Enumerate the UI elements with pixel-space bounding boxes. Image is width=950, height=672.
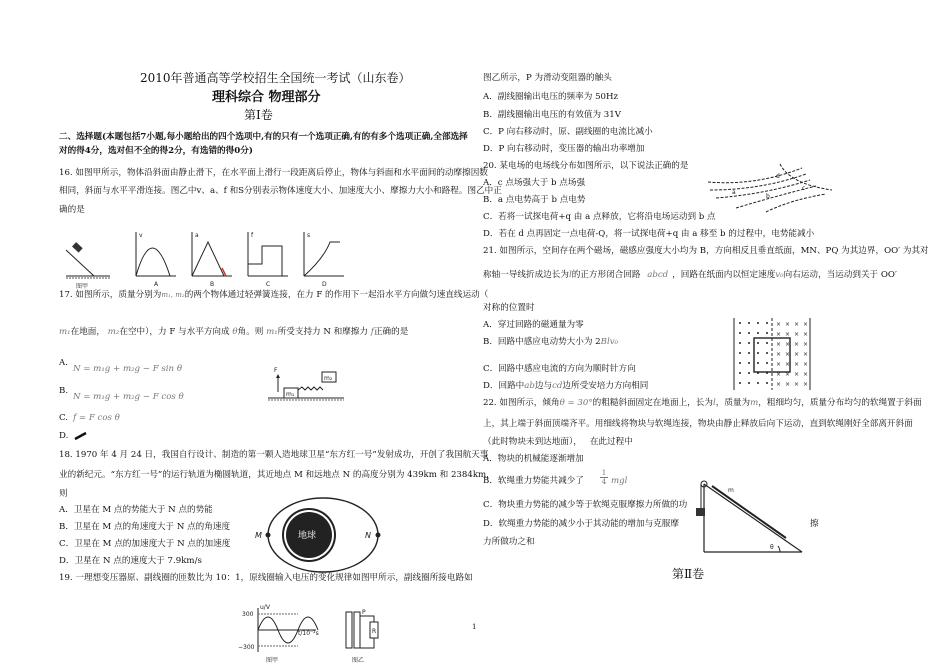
q21-option-b: B．回路中感应电动势大小为 2Blv₀ bbox=[483, 337, 619, 347]
field-dot bbox=[757, 322, 759, 324]
field-dot bbox=[748, 372, 750, 374]
q18-fig-M: M bbox=[255, 531, 262, 540]
q21-line1: 21. 如图所示，空间存在两个磁场，磁感应强度大小均为 B，方向相反且垂直纸面，MN、PQ 为其边界，OO′ 为其对 bbox=[483, 246, 929, 256]
exam-title: 2010年普通高等学校招生全国统一考试（山东卷） bbox=[140, 71, 411, 85]
q16-axis-f: f bbox=[251, 232, 254, 239]
field-cross: × bbox=[803, 381, 809, 388]
q17-option-a-label: A. bbox=[59, 358, 68, 368]
q18-line3: 则 bbox=[59, 489, 68, 499]
q21-magnetic-figure bbox=[714, 318, 824, 390]
q21-line3: 对称的位置时 bbox=[483, 303, 535, 313]
q17-option-b-formula: N = m₁g + m₂g − F cos θ bbox=[73, 392, 184, 402]
q19-fig-P: P bbox=[362, 609, 366, 616]
q21-option-d: D．回路中ab边与cd边所受安培力方向相同 bbox=[483, 381, 649, 391]
q22-option-d-line1: D．软绳重力势能的减少小于其动能的增加与克服摩 bbox=[483, 519, 679, 529]
volume-1-heading: 第Ⅰ卷 bbox=[244, 108, 273, 122]
q20-point-c: c bbox=[802, 185, 806, 192]
q19-fig-R: R bbox=[372, 628, 377, 635]
q19-figures bbox=[238, 604, 398, 666]
field-dot bbox=[748, 362, 750, 364]
field-cross: × bbox=[794, 321, 800, 328]
q19-continued: 图乙所示，P 为滑动变阻器的触头 bbox=[483, 73, 612, 83]
q17-m1m2: m₁, m₂ bbox=[161, 291, 185, 299]
q16-fig-jia-label: 图甲 bbox=[76, 283, 89, 290]
q18-line2: 业的新纪元。“东方红一号”的运行轨道为椭圆轨道，其近地点 M 和远地点 N 的高度分别为 439km 和 2384km， bbox=[59, 470, 495, 480]
field-dot bbox=[766, 362, 768, 364]
q21-line2: 称轴一导线折成边长为l的正方形闭合回路 abcd ，回路在纸面内以恒定速度v₀向右运动，当运动到关于 OO′ bbox=[483, 270, 897, 280]
field-cross: × bbox=[794, 331, 800, 338]
field-dot bbox=[766, 322, 768, 324]
field-dot bbox=[748, 352, 750, 354]
q22-fig-m: m bbox=[728, 487, 734, 494]
q17-option-d-mark bbox=[74, 432, 88, 440]
q18-option-a: A．卫星在 M 点的势能大于 N 点的势能 bbox=[59, 505, 213, 515]
field-cross: × bbox=[776, 361, 782, 368]
q17-option-a-formula: N = m₁g + m₂g − F sin θ bbox=[73, 364, 182, 374]
q22-incline-figure bbox=[690, 476, 806, 556]
q22-line2: 上，其上端于斜面顶端齐平。用细线将物块与软绳连接，物块由静止释放后向下运动，直到软绳刚好全部离开斜面 bbox=[483, 419, 913, 429]
field-dot bbox=[766, 352, 768, 354]
q16-axis-v: v bbox=[139, 232, 143, 239]
q17-line2: m₁在地面， m₂在空中），力 F 与水平方向成 θ角。则 m₁所受支持力 N 和摩擦力 f正确的是 bbox=[59, 327, 409, 337]
field-dot bbox=[739, 382, 741, 384]
field-cross: × bbox=[776, 341, 782, 348]
q20-point-a: a bbox=[732, 189, 736, 196]
q19-fig-yi bbox=[346, 609, 378, 664]
q22-option-d-line2: 力所做功之和 bbox=[483, 537, 535, 547]
q16-line3: 确的是 bbox=[59, 205, 85, 215]
field-dot bbox=[748, 382, 750, 384]
q18-option-b: B．卫星在 M 点的角速度大于 N 点的角速度 bbox=[59, 522, 231, 532]
field-cross: × bbox=[785, 371, 791, 378]
field-cross: × bbox=[785, 321, 791, 328]
q18-fig-earth: 地球 bbox=[298, 531, 317, 541]
field-cross: × bbox=[785, 331, 791, 338]
q22-option-b: B．软绳重力势能共减少了 bbox=[483, 476, 584, 486]
page-number: 1 bbox=[472, 623, 477, 631]
q20-option-a: A．c 点场强大于 b 点场强 bbox=[483, 178, 586, 188]
field-dot bbox=[757, 332, 759, 334]
field-dot bbox=[766, 382, 768, 384]
q19-fig-m300: −300 bbox=[238, 644, 255, 651]
q17-option-d-label: D. bbox=[59, 431, 69, 441]
q19-fig-300: 300 bbox=[242, 611, 254, 618]
q19-fig-jia bbox=[238, 604, 319, 664]
field-cross: × bbox=[776, 351, 782, 358]
q22-mgl: mgl bbox=[611, 476, 628, 486]
q19-option-c: C．P 向右移动时，原、副线圈的电流比减小 bbox=[483, 127, 653, 137]
q17-figure bbox=[266, 358, 346, 404]
q22-line1: 22. 如图所示，倾角θ = 30°的粗糙斜面固定在地面上，长为l，质量为m，粗细均匀，质量分布均匀的软绳置于斜面 bbox=[483, 398, 922, 408]
field-cross: × bbox=[785, 341, 791, 348]
field-cross: × bbox=[803, 371, 809, 378]
q18-option-d: D．卫星在 N 点的速度大于 7.9km/s bbox=[59, 556, 202, 566]
section-header: 二、选择题(本题包括7小题,每小题给出的四个选项中,有的只有一个选项正确,有的有多个选项正确,全部选择对的得4分，选对但不全的得2分，有选错的得0分) bbox=[59, 132, 468, 156]
field-dot bbox=[739, 362, 741, 364]
q16-label-c: C bbox=[266, 281, 271, 288]
q22-option-a: A．物块的机械能逐渐增加 bbox=[483, 454, 584, 464]
field-dot bbox=[748, 332, 750, 334]
field-cross: × bbox=[785, 381, 791, 388]
q22-line3: （此时物块未到达地面）， 在此过程中 bbox=[483, 437, 633, 447]
q19-option-a: A．副线圈输出电压的频率为 50Hz bbox=[483, 92, 619, 102]
field-cross: × bbox=[776, 321, 782, 328]
q16-line1: 16. 如图甲所示，物体沿斜面由静止滑下，在水平面上滑行一段距离后停止，物体与斜面和水平面间的动摩擦因数 bbox=[59, 168, 488, 178]
q20-line1: 20. 某电场的电场线分布如图所示，以下说法正确的是 bbox=[483, 161, 689, 171]
q20-point-d: d bbox=[776, 173, 780, 180]
field-cross: × bbox=[785, 361, 791, 368]
field-cross: × bbox=[794, 341, 800, 348]
field-dot bbox=[757, 362, 759, 364]
field-dot bbox=[748, 322, 750, 324]
volume-2-heading: 第Ⅱ卷 bbox=[672, 567, 705, 581]
q17-option-c-formula: f = F cos θ bbox=[73, 413, 120, 423]
field-cross: × bbox=[794, 361, 800, 368]
q18-line1: 18. 1970 年 4 月 24 日，我国自行设计、制造的第一颗人造地球卫星“东方红一号”发射成功，开创了我国航天事 bbox=[59, 450, 489, 460]
field-dot bbox=[739, 322, 741, 324]
q21-cross-field bbox=[776, 321, 808, 388]
field-dot bbox=[739, 352, 741, 354]
field-cross: × bbox=[803, 331, 809, 338]
q16-graph-b bbox=[192, 232, 232, 288]
q22-fraction: 1 4 bbox=[601, 469, 607, 486]
q22-fig-theta: θ bbox=[770, 544, 774, 551]
field-cross: × bbox=[794, 351, 800, 358]
q16-graph-d bbox=[304, 232, 344, 288]
q16-label-d: D bbox=[322, 281, 327, 288]
field-cross: × bbox=[776, 331, 782, 338]
field-cross: × bbox=[776, 371, 782, 378]
q20-option-d: D．若在 d 点再固定一点电荷-Q，将一试探电荷+q 由 a 移至 b 的过程中，电势能减小 bbox=[483, 229, 815, 239]
q19-option-b: B．副线圈输出电压的有效值为 31V bbox=[483, 110, 621, 120]
q16-graph-c bbox=[248, 232, 288, 288]
field-dot bbox=[766, 332, 768, 334]
q21-option-a: A．穿过回路的磁通量为零 bbox=[483, 320, 584, 330]
q20-field-figure bbox=[706, 164, 836, 212]
q17-fig-m1: m₁ bbox=[286, 391, 295, 398]
field-dot bbox=[739, 342, 741, 344]
q16-label-a: A bbox=[154, 281, 159, 288]
field-dot bbox=[748, 342, 750, 344]
field-cross: × bbox=[785, 351, 791, 358]
q22-option-d-tail: 擦 bbox=[810, 519, 819, 529]
q16-graph-a bbox=[136, 232, 176, 288]
q17-line1: 17. 如图所示，质量分别为m₁, m₂的两个物体通过轻弹簧连接，在力 F 的作用下一起沿水平方向做匀速直线运动（ bbox=[59, 290, 489, 300]
q17-fig-F: F bbox=[274, 367, 278, 374]
q16-figures bbox=[64, 228, 364, 292]
field-cross: × bbox=[803, 351, 809, 358]
q16-fig-jia bbox=[66, 242, 110, 290]
q19-option-d: D．P 向右移动时，变压器的输出功率增加 bbox=[483, 144, 645, 154]
field-cross: × bbox=[776, 381, 782, 388]
field-dot bbox=[757, 382, 759, 384]
field-dot bbox=[766, 342, 768, 344]
q19-line1: 19. 一理想变压器原、副线圈的匝数比为 10：1，原线圈输入电压的变化规律如图甲所示，副线圈所接电路如 bbox=[59, 573, 473, 583]
field-cross: × bbox=[803, 361, 809, 368]
q18-orbit-figure bbox=[255, 495, 383, 575]
field-dot bbox=[739, 332, 741, 334]
q18-fig-N: N bbox=[365, 531, 371, 540]
q19-fig-jia-label: 图甲 bbox=[266, 657, 279, 664]
exam-subtitle: 理科综合 物理部分 bbox=[212, 90, 321, 105]
q19-fig-t: t/10⁻²s bbox=[298, 630, 319, 637]
q16-axis-s: s bbox=[307, 232, 311, 239]
field-cross: × bbox=[794, 371, 800, 378]
field-dot bbox=[757, 342, 759, 344]
field-cross: × bbox=[803, 341, 809, 348]
q19-fig-u: u/V bbox=[260, 604, 270, 611]
q22-option-c: C．物块重力势能的减少等于软绳克服摩擦力所做的功 bbox=[483, 500, 688, 510]
q20-point-b: b bbox=[766, 193, 770, 200]
field-cross: × bbox=[794, 381, 800, 388]
field-dot bbox=[739, 372, 741, 374]
q17-option-b-label: B. bbox=[59, 386, 69, 396]
q16-label-b: B bbox=[210, 281, 215, 288]
q20-option-c: C．若将一试探电荷+q 由 a 点释放，它将沿电场运动到 b 点 bbox=[483, 212, 716, 222]
field-cross: × bbox=[803, 321, 809, 328]
q18-option-c: C．卫星在 M 点的加速度大于 N 点的加速度 bbox=[59, 539, 231, 549]
field-dot bbox=[757, 352, 759, 354]
q21-option-c: C．回路中感应电流的方向为顺时针方向 bbox=[483, 364, 636, 374]
q17-fig-m2: m₂ bbox=[324, 375, 333, 382]
q20-option-b: B．a 点电势高于 b 点电势 bbox=[483, 195, 586, 205]
q19-fig-yi-label: 图乙 bbox=[352, 657, 365, 664]
q16-axis-a: a bbox=[195, 232, 199, 239]
q17-option-c-label: C. bbox=[59, 413, 69, 423]
q16-line2: 相同，斜面与水平平滑连接。图乙中v、a、f 和S分别表示物体速度大小、加速度大小、摩擦力大小和路程。图乙中正 bbox=[59, 186, 502, 196]
